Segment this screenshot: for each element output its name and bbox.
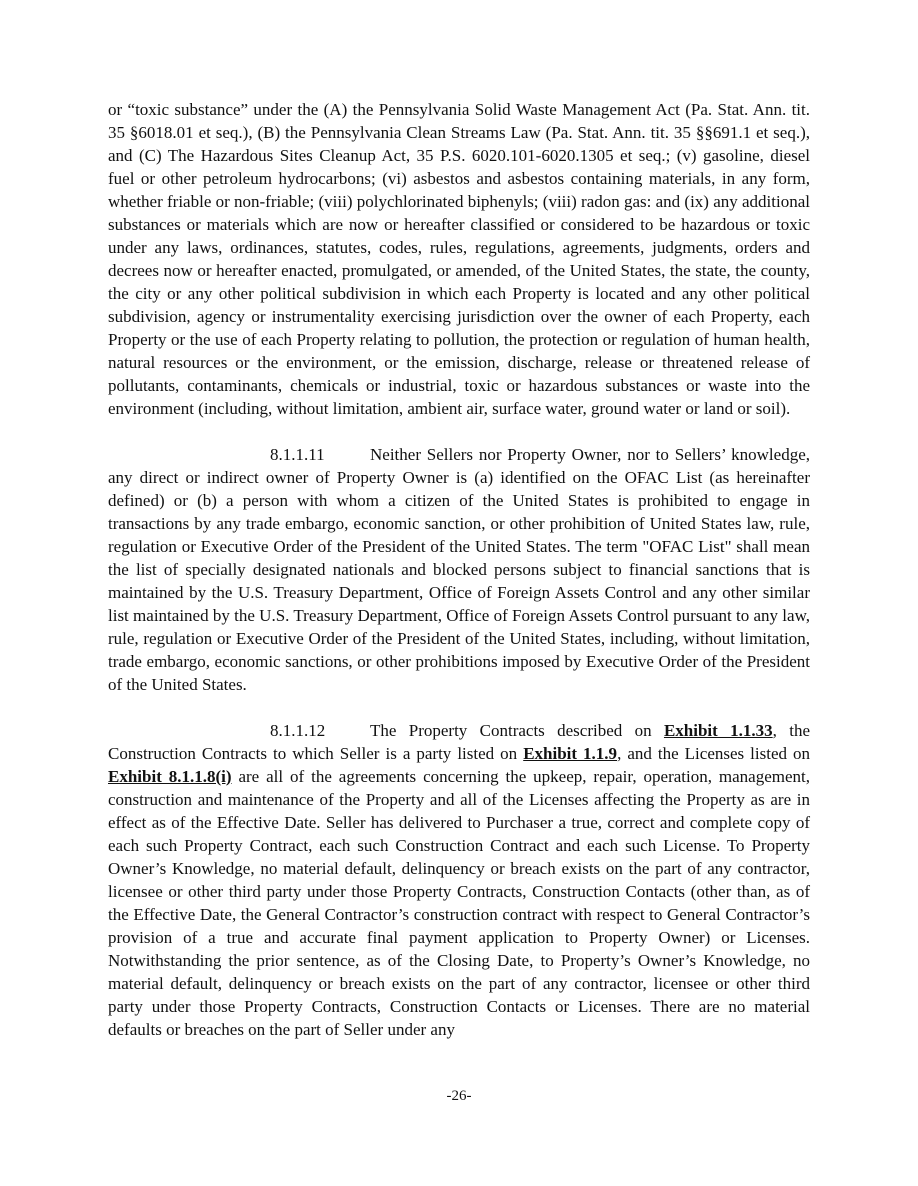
section-text: Neither Sellers nor Property Owner, nor to Sellers’ knowledge, any direct or indirect owner of Property Owner is (a) identified on the OFAC List (as hereinafter defined) or (b) a person with whom a citizen of the United States is prohibited to engage in transactions by any trade embargo, economic sanction, or other prohibition of United States law, rule, regulation or Executive Order of the President of the United States. The term "OFAC List" shall mean the list of specially designated nationals and blocked persons subject to financial sanctions that is maintained by the U.S. Treasury Department, Office of Foreign Assets Control and any other similar list maintained by the U.S. Treasury Department, Office of Foreign Assets Control pursuant to any law, rule, regulation or Executive Order of the President of the United States, including, without limitation, trade embargo, economic sanctions, or other prohibitions imposed by Executive Order of the President of the United States. <box>108 445 810 694</box>
exhibit-reference-8-1-1-8-i: Exhibit 8.1.1.8(i) <box>108 767 232 786</box>
paragraph-continued: or “toxic substance” under the (A) the Pennsylvania Solid Waste Management Act (Pa. Stat. Ann. tit. 35 §6018.01 et seq.), (B) the Pennsylvania Clean Streams Law (Pa. Stat. Ann. tit. 35 §§691.1 et seq.), and (C) The Hazardous Sites Cleanup Act, 35 P.S. 6020.101-6020.1305 et seq.; (v) gasoline, diesel fuel or other petroleum hydrocarbons; (vi) asbestos and asbestos containing materials, in any form, whether friable or non-friable; (viii) polychlorinated biphenyls; (viii) radon gas: and (ix) any additional substances or materials which are now or hereafter classified or considered to be hazardous or toxic under any laws, ordinances, statutes, codes, rules, regulations, agreements, judgments, orders and decrees now or hereafter enacted, promulgated, or amended, of the United States, the state, the county, the city or any other political subdivision in which each Property is located and any other political subdivision, agency or instrumentality exercising jurisdiction over the owner of each Property, each Property or the use of each Property relating to pollution, the protection or regulation of human health, natural resources or the environment, or the emission, discharge, release or threatened release of pollutants, contaminants, chemicals or industrial, toxic or hazardous substances or waste into the environment (including, without limitation, ambient air, surface water, ground water or land or soil). <box>108 100 810 418</box>
section-8-1-1-11 <box>108 443 810 696</box>
exhibit-reference-1-1-9: Exhibit 1.1.9 <box>523 744 618 763</box>
section-8-1-1-12 <box>108 719 810 1041</box>
section-text-part: , and the Licenses listed on <box>617 744 810 763</box>
document-page <box>108 98 810 1041</box>
exhibit-reference-1-1-33: Exhibit 1.1.33 <box>663 721 773 740</box>
section-text-part: , the Construction Contracts to which Seller is a party listed on <box>108 721 811 763</box>
section-text-part: are all of the agreements concerning the upkeep, repair, operation, management, construction and maintenance of the Property and all of the Licenses affecting the Property as are in effect as of the Effective Date. Seller has delivered to Purchaser a true, correct and complete copy of each such Property Contract, each such Construction Contract and each such License. To Property Owner’s Knowledge, no material default, delinquency or breach exists on the part of any contractor, licensee or other third party under those Property Contracts, Construction Contacts (other than, as of the Effective Date, the General Contractor’s construction contract with respect to General Contractor’s provision of a true and accurate final payment application to Property Owner) or Licenses. Notwithstanding the prior sentence, as of the Closing Date, to Property’s Owner’s Knowledge, no material default, delinquency or breach exists on the part of any contractor, licensee or other third party under those Property Contracts, Construction Contacts or Licenses. There are no material defaults or breaches on the part of Seller under any <box>108 767 810 1039</box>
page-number: -26- <box>446 1088 472 1104</box>
section-number: 8.1.1.11 <box>270 445 325 464</box>
paragraph-spacer <box>108 696 810 719</box>
paragraph-spacer <box>108 420 810 443</box>
section-text-part: The Property Contracts described on <box>370 721 664 740</box>
section-number: 8.1.1.12 <box>270 721 326 740</box>
